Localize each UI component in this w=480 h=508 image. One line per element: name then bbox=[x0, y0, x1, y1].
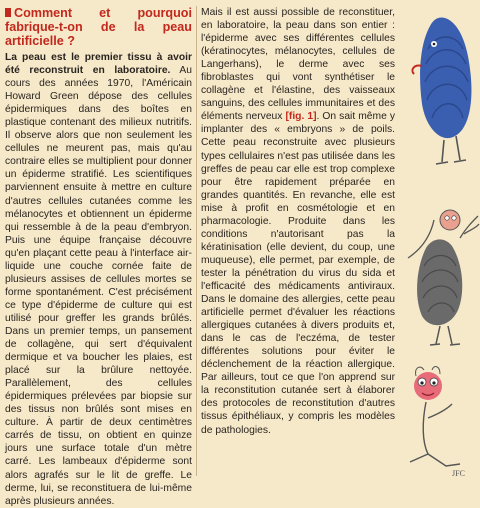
fingerprint-figure-gray bbox=[400, 198, 480, 348]
article-column-middle bbox=[201, 6, 395, 437]
article-body-middle bbox=[201, 6, 395, 437]
fingerprint-figure-blue bbox=[400, 4, 480, 169]
article-lead: La peau est le premier tissu à avoir été reconstruit en laboratoire. bbox=[5, 52, 192, 77]
article-column-left bbox=[5, 6, 192, 508]
article-title-text: Comment et pourquoi fabrique-t-on de la peau artificielle ? bbox=[5, 6, 192, 48]
article-title bbox=[5, 6, 192, 48]
article-body-middle-text-2: . On sait même y implanter des « embryons » de poils. Cette peau reconstruite avec plusieurs types cellulaires n'est pas utilisée dans les greffes de peau car elle est trop complexe pour être rapidement préparée en grandes quantités. En revanche, elle est mise à profit en cosmétologie et en pharmacologie. Produite dans les conditions n'autorisant pas la kératinisation (elle devient, du coup, une muqueuse), elle permet, par exemple, de tester la pénétration du virus du sida et l'efficacité des médicaments antiviraux. Dans le domaine des allergies, cette peau artificielle permet d'évaluer les réactions allergiques cutanées à divers produits et, dans le cas de l'eczéma, de tester différentes solutions pour éviter le déclenchement de la réaction allergique. Par ailleurs, tout ce que l'on apprend sur la reconstitution cutanée sert à élaborer des protocoles de reconstitution d'autres tissus épithéliaux, y compris les modèles de pathologies. bbox=[201, 111, 396, 436]
figure-reference: [fig. 1] bbox=[285, 111, 317, 123]
column-divider bbox=[196, 6, 197, 476]
article-body-middle-text-1: Mais il est aussi possible de reconstituer, en laboratoire, la peau dans son entier : l'épiderme avec ses différentes cellules (kératinocytes, mélanocytes, cellules de Langerhans), le derme avec ses fibroblastes qui vont synthétiser le collagène et l'élastine, des vaisseaux sanguins, des cellules immunitaires et des éléments nerveux bbox=[201, 7, 395, 123]
illustration-column bbox=[400, 0, 480, 484]
title-marker bbox=[5, 8, 11, 17]
fingerprint-figure-pink bbox=[400, 362, 480, 482]
illustration-signature: JFC bbox=[452, 469, 465, 478]
article-body-left bbox=[5, 51, 192, 508]
article-body-left-text: Au cours des années 1970, l'Américain Howard Green dépose des cellules épidermiques dans des boîtes en plastique contenant des milieux nutritifs. Il observe alors que non seulement les cellules ne meurent pas, mais qu'au contraire elles se multiplient pour donner un épiderme stratifié. Les scientifiques parviennent ensuite à mettre en culture d'autres cellules cutanées comme les mélanocytes et obtiennent un épiderme qui ressemble à de la peau d'embryon. Puis une équipe française découvre qu'en plaçant cette peau à l'interface air-liquide une couche cornée faite de plusieurs assises de cellules mortes se forme spontanément. C'est précisément ce type d'épiderme de culture qui est utilisé pour greffer les grands brûlés. Dans un premier temps, un pansement de collagène, qui sert d'équivalent dermique et va boucher les plaies, est placé sur la brûlure nettoyée. Parallèlement, des cellules épidermiques prélevées par biopsie sur des tissus non brûlés sont mises en culture. À partir de deux centimètres carrés de tissu, on obtient en quinze jours une surface totale d'un mètre carré. Les lambeaux d'épiderme sont alors agrafés sur le lit de greffe. Le derme, lui, se reconstituera de lui-même après plusieurs années. bbox=[5, 65, 193, 507]
